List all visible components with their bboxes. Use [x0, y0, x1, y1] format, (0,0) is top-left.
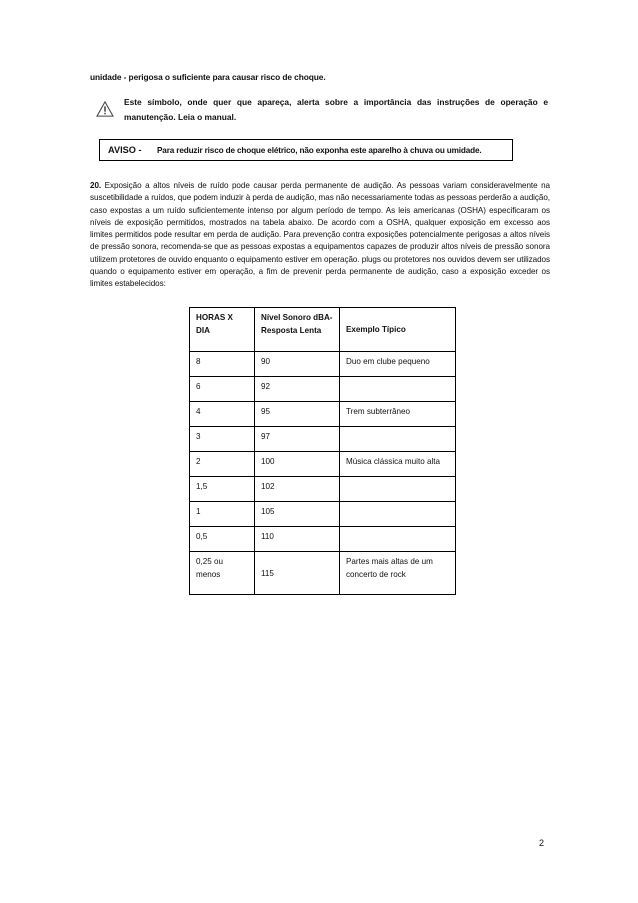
table-row [190, 527, 456, 552]
cell-example: Partes mais altas de um concerto de rock [340, 552, 456, 595]
table-row [190, 377, 456, 402]
symbol-note-text: Este símbolo, onde quer que apareça, alerta sobre a importância das instruções de operação e manutenção. Leia o manual. [124, 97, 548, 122]
cell-level: 105 [255, 502, 340, 527]
cell-level: 97 [255, 427, 340, 452]
cell-hours: 3 [190, 427, 255, 452]
cell-example: Trem subterrâneo [340, 402, 456, 427]
cell-level: 100 [255, 452, 340, 477]
cell-hours: 1 [190, 502, 255, 527]
cell-level: 102 [255, 477, 340, 502]
intro-line: unidade - perigosa o suficiente para causar risco de choque. [90, 72, 326, 82]
cell-example: Duo em clube pequeno [340, 352, 456, 377]
cell-example [340, 502, 456, 527]
table-header-row [190, 308, 456, 352]
table-row [190, 352, 456, 377]
cell-example [340, 427, 456, 452]
cell-hours: 2 [190, 452, 255, 477]
cell-example [340, 527, 456, 552]
page-number: 2 [539, 838, 545, 848]
cell-example: Música clássica muito alta [340, 452, 456, 477]
cell-hours: 6 [190, 377, 255, 402]
item-text: Exposição a altos níveis de ruído pode causar perda permanente de audição. As pessoas variam consideravelmente na suscetibilidade a ruídos, que podem induzir à perda de audição, mas não necessariamente todas as pessoas perderão a audição, caso expostas a um ruído suficientemente intenso por algum período de tempo. As leis americanas (OSHA) especificaram os níveis de exposição permitidos, mostrados na tabela abaixo. De acordo com a OSHA, qualquer exposição em excesso aos limites permitidos pode resultar em perda de audição. Para prevenção contra exposições potencialmente perigosas a altos níveis de pressão sonora, recomenda-se que as pessoas expostas a equipamentos capazes de produzir altos níveis de pressão sonora utilizem protetores de ouvido enquanto o equipamento estiver em operação. plugs ou protetores nos ouvidos devem ser utilizados quando o equipamento estiver em operação, a fim de prevenir perda permanente de audição, caso a exposição exceder os limites estabelecidos: [90, 181, 551, 289]
cell-hours: 1,5 [190, 477, 255, 502]
warning-label: AVISO - [108, 145, 142, 155]
cell-level: 115 [255, 552, 340, 595]
cell-hours: 4 [190, 402, 255, 427]
cell-example [340, 377, 456, 402]
table-row [190, 427, 456, 452]
table-row [190, 402, 456, 427]
table-row [190, 477, 456, 502]
warning-box [99, 139, 513, 161]
table-row [190, 552, 456, 595]
cell-level: 90 [255, 352, 340, 377]
cell-hours: 0,25 ou menos [190, 552, 255, 595]
header-example: Exemplo Típico [340, 308, 456, 352]
cell-hours: 0,5 [190, 527, 255, 552]
cell-example [340, 477, 456, 502]
warning-triangle-icon [96, 101, 114, 117]
header-level: Nível Sonoro dBA- Resposta Lenta [255, 308, 340, 352]
item-number: 20. [90, 181, 102, 190]
cell-hours: 8 [190, 352, 255, 377]
item-20-paragraph [90, 180, 550, 291]
cell-level: 110 [255, 527, 340, 552]
warning-text: Para reduzir risco de choque elétrico, não exponha este aparelho à chuva ou umidade. [157, 146, 482, 155]
noise-exposure-table [189, 307, 456, 595]
cell-level: 95 [255, 402, 340, 427]
table-row [190, 452, 456, 477]
table-row [190, 502, 456, 527]
header-hours: HORAS X DIA [190, 308, 255, 352]
cell-level: 92 [255, 377, 340, 402]
